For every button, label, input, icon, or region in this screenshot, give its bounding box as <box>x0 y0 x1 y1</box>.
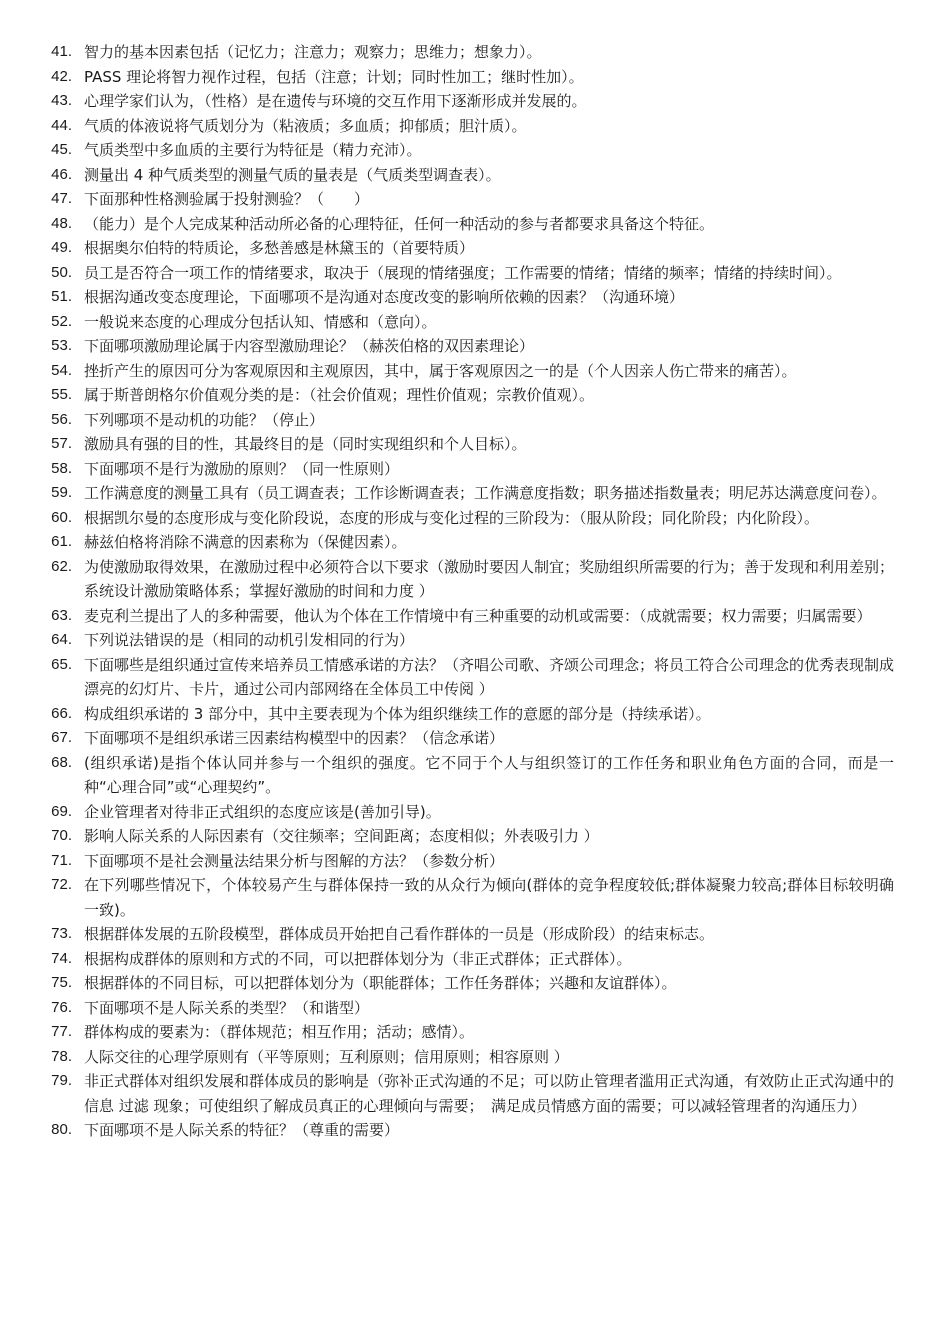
question-number: 80. <box>51 1121 72 1138</box>
question-number: 78. <box>51 1047 72 1065</box>
question-item <box>36 849 894 874</box>
question-number: 57. <box>51 435 72 452</box>
question-text: 挫折产生的原因可分为客观原因和主观原因，其中，属于客观原因之一的是（个人因亲人伤亡带来的痛苦）。 <box>84 361 797 380</box>
question-text: 在下列哪些情况下，个体较易产生与群体保持一致的从众行为倾向(群体的竞争程度较低;群体凝聚力较高;群体目标较明确一致)。 <box>84 876 894 919</box>
question-text: 下面那种性格测验属于投射测验？（ ） <box>84 190 370 208</box>
question-item <box>36 530 894 555</box>
question-item <box>36 212 894 237</box>
question-text: 根据奥尔伯特的特质论，多愁善感是林黛玉的（首要特质） <box>84 239 475 257</box>
question-item <box>36 628 894 653</box>
question-item <box>36 702 894 727</box>
question-text: 属于斯普朗格尔价值观分类的是：（社会价值观；理性价值观；宗教价值观）。 <box>84 386 595 404</box>
question-text: 员工是否符合一项工作的情绪要求，取决于（展现的情绪强度；工作需要的情绪；情绪的频率；情绪的持续时间）。 <box>84 263 842 282</box>
question-number: 67. <box>51 729 72 746</box>
question-item <box>36 40 894 65</box>
question-item <box>36 922 894 947</box>
question-number: 45. <box>51 141 72 158</box>
question-number: 61. <box>51 533 72 550</box>
question-item <box>36 506 894 531</box>
question-number: 63. <box>51 606 72 624</box>
question-text: 影响人际关系的人际因素有（交往频率；空间距离；态度相似；外表吸引力 ） <box>84 827 599 845</box>
question-item <box>36 1118 894 1143</box>
question-number: 64. <box>51 631 72 648</box>
question-text: 根据群体发展的五阶段模型，群体成员开始把自己看作群体的一员是（形成阶段）的结束标志。 <box>84 925 715 943</box>
question-item <box>36 457 894 482</box>
question-item <box>36 555 894 604</box>
question-item <box>36 187 894 212</box>
question-item <box>36 261 894 286</box>
question-number: 73. <box>51 925 72 942</box>
question-number: 50. <box>51 263 72 281</box>
question-text: 下面哪项不是社会测量法结果分析与图解的方法？（参数分析） <box>84 851 505 870</box>
question-item <box>36 604 894 629</box>
question-item <box>36 726 894 751</box>
question-item <box>36 432 894 457</box>
question-text: PASS 理论将智力视作过程，包括（注意；计划；同时性加工；继时性加）。 <box>84 67 584 86</box>
question-text: 根据构成群体的原则和方式的不同，可以把群体划分为（非正式群体；正式群体）。 <box>84 949 632 968</box>
question-text: 测量出 4 种气质类型的测量气质的量表是（气质类型调查表）。 <box>84 165 501 184</box>
question-text: 构成组织承诺的 3 部分中，其中主要表现为个体为组织继续工作的意愿的部分是（持续承诺）。 <box>84 704 711 723</box>
question-item <box>36 65 894 90</box>
question-text: 为使激励取得效果，在激励过程中必须符合以下要求（激励时要因人制宜；奖励组织所需要的行为；善于发现和利用差别；系统设计激励策略体系；掌握好激励的时间和力度 ） <box>84 557 895 600</box>
question-item <box>36 310 894 335</box>
question-text: 气质类型中多血质的主要行为特征是（精力充沛）。 <box>84 141 422 159</box>
question-number: 65. <box>51 655 72 673</box>
question-number: 54. <box>51 361 72 379</box>
question-number: 53. <box>51 337 72 354</box>
question-text: 下面哪些是组织通过宣传来培养员工情感承诺的方法？（齐唱公司歌、齐颂公司理念；将员工符合公司理念的优秀表现制成漂亮的幻灯片、卡片，通过公司内部网络在全体员工中传阅 ） <box>84 655 895 698</box>
question-text: 根据沟通改变态度理论，下面哪项不是沟通对态度改变的影响所依赖的因素？（沟通环境） <box>84 288 685 306</box>
question-number: 77. <box>51 1023 72 1040</box>
question-text: 智力的基本因素包括（记忆力；注意力；观察力；思维力；想象力）。 <box>84 43 542 61</box>
question-item <box>36 89 894 114</box>
question-text: 赫兹伯格将消除不满意的因素称为（保健因素）。 <box>84 533 407 551</box>
question-item <box>36 971 894 996</box>
question-number: 72. <box>51 876 72 893</box>
question-item <box>36 408 894 433</box>
question-item <box>36 285 894 310</box>
question-number: 59. <box>51 484 72 501</box>
question-number: 71. <box>51 851 72 869</box>
question-text: 麦克利兰提出了人的多种需要，他认为个体在工作情境中有三种重要的动机或需要：（成就需要；权力需要；归属需要） <box>84 606 872 625</box>
question-number: 44. <box>51 116 72 134</box>
question-number: 76. <box>51 998 72 1016</box>
question-number: 62. <box>51 557 72 575</box>
question-text: 根据凯尔曼的态度形成与变化阶段说，态度的形成与变化过程的三阶段为：（服从阶段；同化阶段；内化阶段）。 <box>84 508 820 527</box>
question-number: 70. <box>51 827 72 844</box>
question-number: 75. <box>51 974 72 991</box>
question-item <box>36 751 894 800</box>
question-text: 下列说法错误的是（相同的动机引发相同的行为） <box>84 631 415 649</box>
question-number: 79. <box>51 1072 72 1089</box>
question-list <box>36 40 894 1143</box>
question-item <box>36 334 894 359</box>
question-text: 气质的体液说将气质划分为（粘液质；多血质；抑郁质；胆汁质）。 <box>84 116 527 135</box>
question-text: 非正式群体对组织发展和群体成员的影响是（弥补正式沟通的不足；可以防止管理者滥用正式沟通，有效防止正式沟通中的信息 过滤 现象；可使组织了解成员真正的心理倾向与需要； 满足成员情感方面的需要；可以减轻管理者的沟通压力） <box>84 1072 895 1115</box>
question-text: 心理学家们认为，（性格）是在遗传与环境的交互作用下逐渐形成并发展的。 <box>84 92 587 110</box>
question-number: 52. <box>51 312 72 330</box>
question-item <box>36 1020 894 1045</box>
question-number: 47. <box>51 190 72 207</box>
question-number: 69. <box>51 802 72 820</box>
question-item <box>36 1069 894 1118</box>
question-item <box>36 163 894 188</box>
question-text: 激励具有强的目的性，其最终目的是（同时实现组织和个人目标）。 <box>84 435 527 453</box>
question-number: 42. <box>51 67 72 85</box>
question-text: 企业管理者对待非正式组织的态度应该是(善加引导)。 <box>84 802 441 821</box>
question-number: 60. <box>51 508 72 526</box>
question-number: 55. <box>51 386 72 403</box>
question-item <box>36 481 894 506</box>
question-text: （能力）是个人完成某种活动所必备的心理特征，任何一种活动的参与者都要求具备这个特征。 <box>84 214 715 233</box>
question-number: 51. <box>51 288 72 305</box>
question-text: 群体构成的要素为：（群体规范；相互作用；活动；感情）。 <box>84 1023 475 1041</box>
question-item <box>36 1045 894 1070</box>
question-item <box>36 996 894 1021</box>
question-number: 66. <box>51 704 72 722</box>
question-item <box>36 114 894 139</box>
question-item <box>36 800 894 825</box>
question-item <box>36 824 894 849</box>
question-item <box>36 653 894 702</box>
question-text: 一般说来态度的心理成分包括认知、情感和（意向）。 <box>84 312 437 331</box>
question-text: 下面哪项不是人际关系的特征？（尊重的需要） <box>84 1121 400 1139</box>
question-text: 下面哪项不是行为激励的原则？（同一性原则） <box>84 459 400 478</box>
question-number: 46. <box>51 165 72 183</box>
question-text: 下面哪项激励理论属于内容型激励理论？（赫茨伯格的双因素理论） <box>84 337 535 355</box>
question-text: 下面哪项不是人际关系的类型？（和谐型） <box>84 998 370 1017</box>
question-number: 41. <box>51 43 72 60</box>
question-number: 48. <box>51 214 72 232</box>
question-text: 下列哪项不是动机的功能？（停止） <box>84 410 325 429</box>
question-text: 根据群体的不同目标，可以把群体划分为（职能群体；工作任务群体；兴趣和友谊群体）。 <box>84 974 677 992</box>
question-number: 43. <box>51 92 72 109</box>
question-number: 68. <box>51 753 72 771</box>
question-number: 74. <box>51 949 72 967</box>
question-text: 下面哪项不是组织承诺三因素结构模型中的因素？（信念承诺） <box>84 729 505 747</box>
question-item <box>36 873 894 922</box>
question-item <box>36 947 894 972</box>
question-item <box>36 138 894 163</box>
question-text: (组织承诺)是指个体认同并参与一个组织的强度。它不同于个人与组织签订的工作任务和职业角色方面的合同，而是一种“心理合同”或“心理契约”。 <box>84 753 894 796</box>
question-number: 56. <box>51 410 72 428</box>
question-item <box>36 383 894 408</box>
question-text: 工作满意度的测量工具有（员工调查表；工作诊断调查表；工作满意度指数；职务描述指数量表；明尼苏达满意度问卷）。 <box>84 484 887 502</box>
question-text: 人际交往的心理学原则有（平等原则；互利原则；信用原则；相容原则 ） <box>84 1047 569 1066</box>
question-number: 49. <box>51 239 72 256</box>
question-item <box>36 359 894 384</box>
question-item <box>36 236 894 261</box>
question-number: 58. <box>51 459 72 477</box>
